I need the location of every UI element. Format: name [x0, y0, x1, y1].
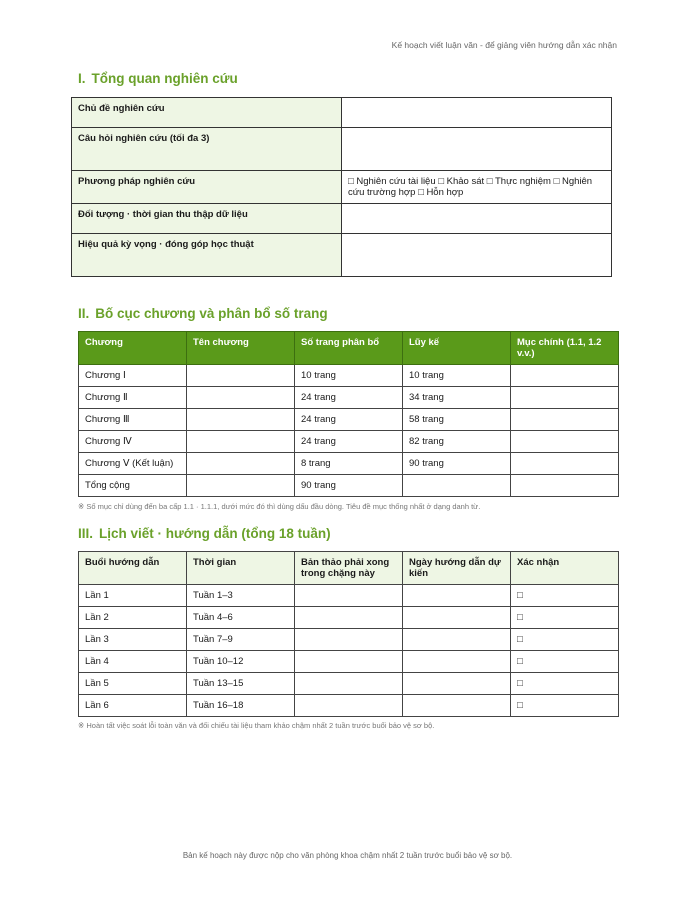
table-cell: Chương Ⅳ [79, 431, 187, 453]
table-row [79, 651, 619, 673]
column-header: Lũy kế [403, 332, 511, 365]
table-cell: Lần 2 [79, 607, 187, 629]
table-cell[interactable] [403, 629, 511, 651]
column-header: Ngày hướng dẫn dự kiến [403, 552, 511, 585]
table-cell: 10 trang [403, 365, 511, 387]
section-number: I. [78, 71, 86, 86]
confirm-checkbox[interactable]: □ [511, 673, 619, 695]
section-title-overview [78, 71, 238, 86]
table-cell: Lần 6 [79, 695, 187, 717]
confirm-checkbox[interactable]: □ [511, 629, 619, 651]
row-label: Chủ đề nghiên cứu [72, 98, 342, 128]
table-cell[interactable] [187, 453, 295, 475]
table-row [79, 365, 619, 387]
row-label: Phương pháp nghiên cứu [72, 171, 342, 204]
row-label: Hiệu quả kỳ vọng · đóng góp học thuật [72, 234, 342, 277]
table-cell: Tổng cộng [79, 475, 187, 497]
table-row [79, 387, 619, 409]
table-cell[interactable] [295, 695, 403, 717]
table-cell[interactable] [511, 453, 619, 475]
table-cell: 24 trang [295, 387, 403, 409]
table-cell[interactable] [295, 629, 403, 651]
section-title-text: Lịch viết · hướng dẫn (tổng 18 tuần) [99, 526, 331, 541]
column-header: Thời gian [187, 552, 295, 585]
table-cell: 34 trang [403, 387, 511, 409]
table-cell[interactable] [295, 651, 403, 673]
table-cell[interactable] [187, 387, 295, 409]
row-value-field[interactable] [342, 98, 612, 128]
column-header: Chương [79, 332, 187, 365]
confirm-checkbox[interactable]: □ [511, 607, 619, 629]
table-cell: Lần 1 [79, 585, 187, 607]
table-row [72, 98, 612, 128]
row-value-field[interactable] [342, 234, 612, 277]
column-header: Xác nhận [511, 552, 619, 585]
table-cell[interactable] [511, 409, 619, 431]
table-cell: 10 trang [295, 365, 403, 387]
section-title-chapters [78, 306, 328, 321]
confirm-checkbox[interactable]: □ [511, 585, 619, 607]
table-cell: 90 trang [295, 475, 403, 497]
table-row [79, 585, 619, 607]
row-value-field[interactable] [342, 128, 612, 171]
table-row [79, 629, 619, 651]
table-cell[interactable] [403, 585, 511, 607]
column-header: Bản thảo phải xong trong chặng này [295, 552, 403, 585]
table-cell: Chương Ⅴ (Kết luận) [79, 453, 187, 475]
table-cell[interactable] [511, 431, 619, 453]
guidance-schedule-table [78, 551, 619, 717]
column-header: Buổi hướng dẫn [79, 552, 187, 585]
table-cell[interactable] [187, 431, 295, 453]
table-row [79, 431, 619, 453]
table-row [79, 475, 619, 497]
table-cell: 90 trang [403, 453, 511, 475]
table-header-row [79, 552, 619, 585]
table-cell: Lần 3 [79, 629, 187, 651]
table-cell: Tuần 10–12 [187, 651, 295, 673]
table-cell: Lần 5 [79, 673, 187, 695]
table-cell: Tuần 7–9 [187, 629, 295, 651]
table-cell: Tuần 16–18 [187, 695, 295, 717]
row-value-field[interactable] [342, 204, 612, 234]
footer-note: Bản kế hoạch này được nộp cho văn phòng khoa chậm nhất 2 tuần trước buổi bảo vệ sơ bộ. [182, 851, 513, 860]
confirm-checkbox[interactable]: □ [511, 695, 619, 717]
table-cell: Tuần 13–15 [187, 673, 295, 695]
table-cell: Chương Ⅱ [79, 387, 187, 409]
schedule-note: ※ Hoàn tất việc soát lỗi toàn văn và đối chiếu tài liệu tham khảo chậm nhất 2 tuần trước buổi bảo vệ sơ bộ. [78, 721, 435, 730]
table-header-row [79, 332, 619, 365]
section-title-text: Bố cục chương và phân bổ số trang [95, 306, 328, 321]
table-cell[interactable] [511, 365, 619, 387]
table-cell: 24 trang [295, 431, 403, 453]
table-row [72, 234, 612, 277]
table-cell: 8 trang [295, 453, 403, 475]
table-cell: 24 trang [295, 409, 403, 431]
table-cell[interactable] [403, 607, 511, 629]
section-title-schedule [78, 526, 331, 541]
table-cell[interactable] [295, 673, 403, 695]
column-header: Mục chính (1.1, 1.2 v.v.) [511, 332, 619, 365]
table-cell[interactable] [187, 409, 295, 431]
chapter-allocation-table [78, 331, 619, 497]
header-note: Kế hoạch viết luận văn - để giảng viên hướng dẫn xác nhận [391, 40, 617, 50]
confirm-checkbox[interactable]: □ [511, 651, 619, 673]
chapter-note: ※ Số mục chỉ dùng đến ba cấp 1.1 · 1.1.1, dưới mức đó thì dùng dấu đầu dòng. Tiêu đề mục thống nhất ở dạng danh từ. [78, 502, 481, 511]
table-row [79, 409, 619, 431]
table-row [79, 607, 619, 629]
table-cell: Lần 4 [79, 651, 187, 673]
table-row [72, 204, 612, 234]
research-overview-table [71, 97, 612, 277]
table-row [79, 453, 619, 475]
table-row [72, 171, 612, 204]
table-cell: Chương Ⅲ [79, 409, 187, 431]
table-cell[interactable] [187, 365, 295, 387]
table-cell[interactable] [295, 607, 403, 629]
table-cell[interactable] [295, 585, 403, 607]
table-cell: Tuần 1–3 [187, 585, 295, 607]
column-header: Số trang phân bổ [295, 332, 403, 365]
section-number: II. [78, 306, 90, 321]
table-cell: Tuần 4–6 [187, 607, 295, 629]
row-label: Câu hỏi nghiên cứu (tối đa 3) [72, 128, 342, 171]
table-cell: 82 trang [403, 431, 511, 453]
section-title-text: Tổng quan nghiên cứu [91, 71, 238, 86]
table-cell[interactable] [403, 651, 511, 673]
table-cell[interactable] [511, 387, 619, 409]
research-method-options[interactable]: □ Nghiên cứu tài liệu □ Khảo sát □ Thực nghiệm □ Nghiên cứu trường hợp □ Hỗn hợp [342, 171, 612, 204]
section-number: III. [78, 526, 94, 541]
row-label: Đối tượng · thời gian thu thập dữ liệu [72, 204, 342, 234]
table-cell[interactable] [403, 673, 511, 695]
table-cell [403, 475, 511, 497]
table-row [79, 695, 619, 717]
table-cell: 58 trang [403, 409, 511, 431]
table-cell [187, 475, 295, 497]
table-cell [511, 475, 619, 497]
table-row [72, 128, 612, 171]
column-header: Tên chương [187, 332, 295, 365]
table-cell[interactable] [403, 695, 511, 717]
table-row [79, 673, 619, 695]
table-cell: Chương Ⅰ [79, 365, 187, 387]
